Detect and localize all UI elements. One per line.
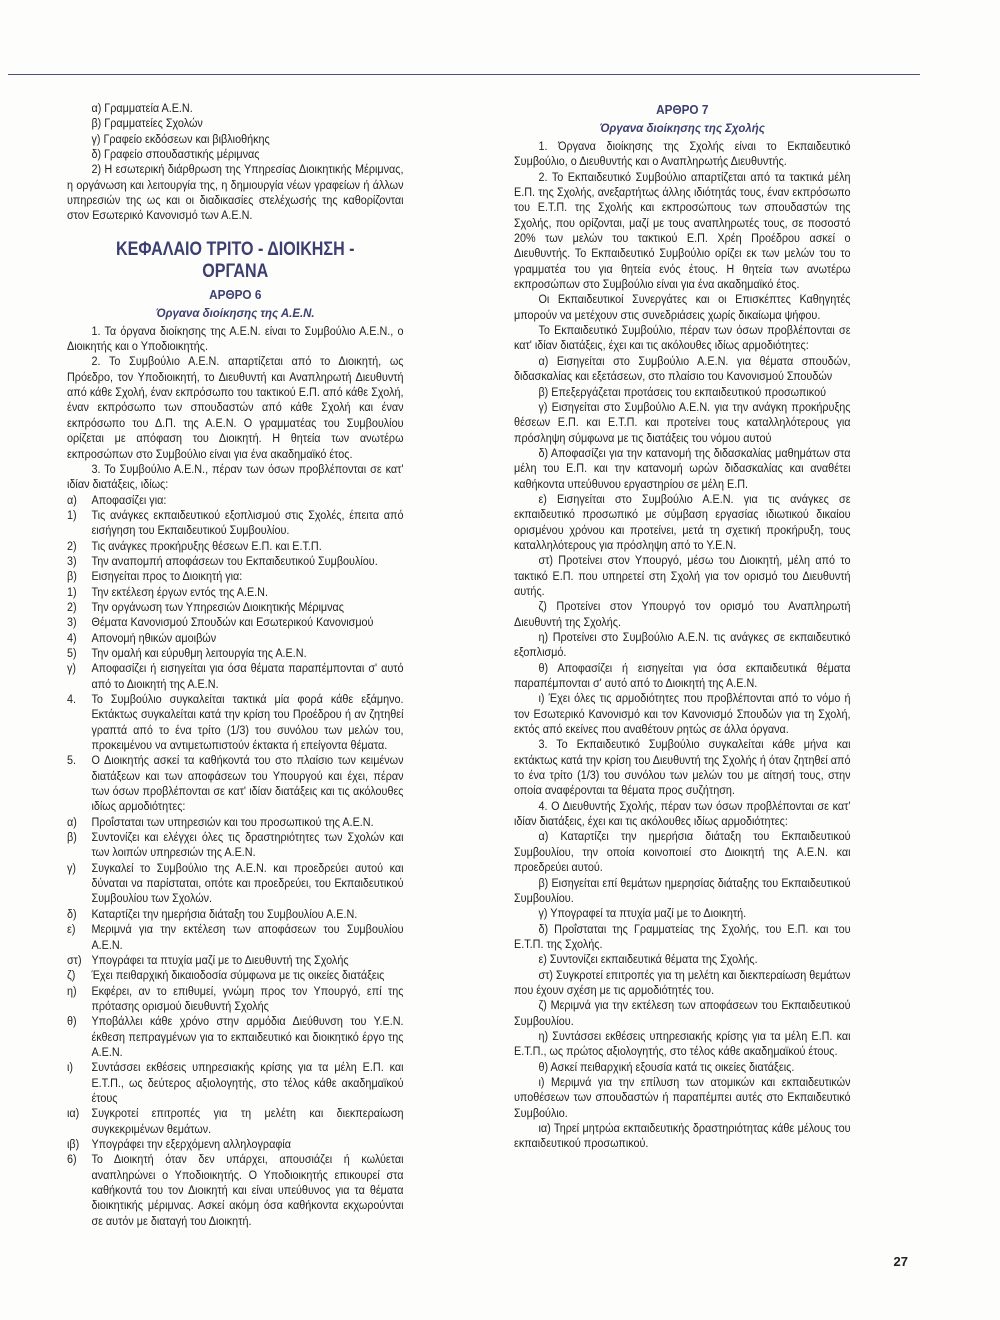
list-item [67, 954, 404, 969]
right-column [514, 102, 851, 1153]
paragraph: Οι Εκπαιδευτικοί Συνεργάτες και οι Επισκέπτες Καθηγητές μπορούν να μετέχουν στις συνεδριάσεις χωρίς δικαίωμα ψήφου. [514, 294, 851, 322]
list-item [67, 908, 404, 923]
paragraph: 1. Τα όργανα διοίκησης της Α.Ε.Ν. είναι το Συμβούλιο Α.Ε.Ν., ο Διοικητής και ο Υποδιοικητής. [67, 325, 404, 354]
paragraph: 1. Όργανα διοίκησης της Σχολής είναι το Εκπαιδευτικό Συμβούλιο, ο Διευθυντής και ο Αναπληρωτής Διευθυντής. [514, 141, 851, 169]
list-item-label: θ) [67, 1016, 77, 1029]
list-item-text: Αποφασίζει για: [91, 494, 167, 507]
list-item [67, 601, 404, 616]
list-item-label: 5. [67, 755, 77, 768]
paragraph: ι) Έχει όλες τις αρμοδιότητες που προβλέπονται από το νόμο ή τον Εσωτερικό Κανονισμό και τον Κανονισμό Σπουδών για τη Σχολή, εκτός από εκείνες που αναθέτουν ρητώς σε άλλα όργανα. [514, 693, 851, 737]
list-item [67, 816, 404, 831]
paragraph: δ) Προΐσταται της Γραμματείας της Σχολής, του Ε.Π. και του Ε.Τ.Π. της Σχολής. [514, 923, 851, 951]
list-item-label: α) [67, 494, 77, 507]
list-item-text: Εκφέρει, αν το επιθυμεί, γνώμη προς τον Υπουργό, επί της πρότασης ορισμού διευθυντή Σχολής [91, 985, 404, 1013]
list-item-label: 6) [67, 1154, 77, 1167]
list-item [67, 1107, 404, 1138]
paragraph: θ) Ασκεί πειθαρχική εξουσία κατά τις οικείες διατάξεις. [538, 1061, 795, 1074]
list-item [67, 1061, 404, 1107]
list-item-text: Το Διοικητή όταν δεν υπάρχει, απουσιάζει ή κωλύεται αναπληρώνει ο Υποδιοικητής. Ο Υποδιοικητής επικουρεί στα καθήκοντά του τον Διοικητή και είναι υπεύθυνος για τα θέματα διοικητικής μέριμνας. Ασκεί ακόμη όσα καθήκοντα εκχωρούνται σε αυτόν με διαταγή του Διοικητή. [91, 1154, 404, 1228]
page-number: 27 [893, 1254, 908, 1269]
list-item [67, 632, 404, 647]
list-item-label: α) [67, 816, 77, 829]
article-6-title: ΑΡΘΡΟ 6 [209, 287, 262, 302]
paragraph: Το Εκπαιδευτικό Συμβούλιο, πέραν των όσων προβλέπονται σε κατ' ιδίαν διατάξεις, έχει και τις ακόλουθες ιδίως αρμοδιότητες: [514, 325, 851, 353]
list-item [67, 923, 404, 954]
list-item [67, 754, 404, 815]
list-item-label: 2) [67, 540, 77, 553]
list-item [67, 1015, 404, 1061]
paragraph: ι) Μεριμνά για την επίλυση των ατομικών και εκπαιδευτικών υποθέσεων των σπουδαστών ή παραπέμπει αυτές στο Εκπαιδευτικό Συμβούλιο. [514, 1076, 851, 1120]
list-item-label: 1) [67, 509, 77, 522]
list-item-text: Καταρτίζει την ημερήσια διάταξη του Συμβουλίου Α.Ε.Ν. [91, 908, 358, 921]
paragraph: β) Εισηγείται επί θεμάτων ημερησίας διάταξης του Εκπαιδευτικού Συμβουλίου. [514, 877, 851, 905]
list-item-label: 3) [67, 555, 77, 568]
list-item-text: Προΐσταται των υπηρεσιών και του προσωπικού της Α.Ε.Ν. [91, 816, 374, 829]
list-item-text: Έχει πειθαρχική δικαιοδοσία σύμφωνα με τις οικείες διατάξεις [91, 970, 385, 983]
chapter-title: ΚΕΦΑΛΑΙΟ ΤΡΙΤΟ - ΔΙΟΙΚΗΣΗ - ΟΡΓΑΝΑ [116, 238, 355, 282]
list-item [67, 862, 404, 908]
list-item-text: Μεριμνά για την εκτέλεση των αποφάσεων του Συμβουλίου Α.Ε.Ν. [91, 924, 404, 952]
article-6-subtitle: Όργανα διοίκησης της Α.Ε.Ν. [155, 305, 315, 320]
paragraph: γ) Εισηγείται στο Συμβούλιο Α.Ε.Ν. για την ανάγκη προκήρυξης θέσεων Ε.Π. και Ε.Τ.Π. και προτείνει τους καταλληλότερους για πρόσληψη σύμφωνα με τις διατάξεις του νόμου αυτού [514, 401, 851, 445]
paragraph: 2. Το Εκπαιδευτικό Συμβούλιο απαρτίζεται από τα τακτικά μέλη Ε.Π. της Σχολής, ανεξαρτήτως άλλης ιδιότητάς τους, έναν εκπρόσωπο του Ε.Τ.Π. της Σχολής και εκπροσώπους των σπουδαστών της Σχολής, που ορίζονται, μαζί με τους αναπληρωτές τους, σε ποσοστό 20% των μελών του τακτικού Ε.Π. Χρέη Προέδρου ασκεί ο Διευθυντής. Το Εκπαιδευτικό Συμβούλιο ορίζει εκ των μελών του το γραμματέα του για θητεία ενός έτους. Η θητεία των ανωτέρω εκπροσώπων στο Συμβούλιο είναι για ένα ακαδημαϊκό έτος. [514, 171, 851, 292]
list-item-label: 3) [67, 617, 77, 630]
paragraph: στ) Συγκροτεί επιτροπές για τη μελέτη και διεκπεραίωση θεμάτων που έχουν σχέση με τις αρμοδιότητές του. [514, 969, 851, 997]
list-item [67, 540, 404, 555]
list-item-text: Εισηγείται προς το Διοικητή για: [91, 571, 243, 584]
list-item [67, 985, 404, 1016]
paragraph: α) Γραμματεία Α.Ε.Ν. [91, 103, 193, 115]
paragraph: ζ) Μεριμνά για την εκτέλεση των αποφάσεων του Εκπαιδευτικού Συμβουλίου. [514, 1000, 851, 1028]
list-item-label: γ) [67, 663, 77, 676]
list-item-label: β) [67, 832, 77, 845]
list-item-label: β) [67, 571, 77, 584]
paragraph: θ) Αποφασίζει ή εισηγείται για όσα εκπαιδευτικά θέματα παραπέμπονται σ' αυτό από το Διοικητή της Α.Ε.Ν. [514, 662, 851, 691]
paragraph: ε) Εισηγείται στο Συμβούλιο Α.Ε.Ν. για τις ανάγκες σε εκπαιδευτικό προσωπικό με σύμβαση εργασίας ιδιωτικού δικαίου ορισμένου χρόνου και προτείνει, μετά τη σχετική προκήρυξη, τους καταλληλότερους για πρόσληψη από το Υ.Ε.Ν. [514, 493, 851, 552]
article-7-body [514, 140, 851, 1153]
list-item [67, 1153, 404, 1230]
list-item-text: Την αναπομπή αποφάσεων του Εκπαιδευτικού Συμβουλίου. [91, 555, 378, 568]
list-item-label: γ) [67, 862, 77, 875]
list-item-text: Συντονίζει και ελέγχει όλες τις δραστηριότητες των Σχολών και των λοιπών υπηρεσιών της Α.Ε.Ν. [91, 832, 404, 860]
list-item [67, 570, 404, 585]
paragraph: 3. Το Εκπαιδευτικό Συμβούλιο συγκαλείται κάθε μήνα και εκτάκτως κατά την κρίση του Διευθυντή της Σχολής ή όταν ζητηθεί από το ένα τρίτο (1/3) του συνόλου των μελών του με αίτησή τους, στην οποία αναφέρονται τα θέματα προς συζήτηση. [514, 739, 851, 798]
list-item-text: Συγκαλεί το Συμβούλιο της Α.Ε.Ν. και προεδρεύει αυτού και δύναται να παρίσταται, οπότε και προεδρεύει, του Εκπαιδευτικού Συμβουλίου των Σχολών. [91, 862, 404, 906]
list-item-text: Ο Διοικητής ασκεί τα καθήκοντά του στο πλαίσιο των κειμένων διατάξεων και των αποφάσεων του Υπουργού και έχει, πέραν των όσων προβλέπονται σε κατ' ιδίαν διατάξεις και τις ακόλουθες ιδίως αρμοδιότητες: [91, 755, 404, 814]
list-item [67, 693, 404, 754]
list-item-label: ε) [67, 924, 76, 937]
article-7-title: ΑΡΘΡΟ 7 [656, 103, 709, 117]
left-column [67, 102, 404, 1230]
list-item-label: στ) [67, 954, 82, 967]
paragraph: 4. Ο Διευθυντής Σχολής, πέραν των όσων προβλέπονται σε κατ' ιδίαν διατάξεις, έχει και τις ακόλουθες ιδίως αρμοδιότητες: [514, 800, 851, 829]
list-item-text: Συντάσσει εκθέσεις υπηρεσιακής κρίσης για τα μέλη Ε.Π. και Ε.Τ.Π., ως δεύτερος αξιολογητής, στο τέλος κάθε ακαδημαϊκού έτους [91, 1062, 404, 1105]
list-item [67, 831, 404, 862]
list-item-text: Το Συμβούλιο συγκαλείται τακτικά μία φορά κάθε εξάμηνο. Εκτάκτως συγκαλείται κατά την κρίση του Προέδρου ή αν ζητηθεί γραπτά από το ένα τρίτο (1/3) του συνόλου των μελών του, προκειμένου να αντιμετωπιστούν έκτακτα ή επείγοντα θέματα. [91, 694, 404, 753]
paragraph: β) Επεξεργάζεται προτάσεις του εκπαιδευτικού προσωπικού [538, 386, 826, 399]
list-item-label: ζ) [67, 970, 76, 983]
list-item-text: Θέματα Κανονισμού Σπουδών και Εσωτερικού Κανονισμού [91, 617, 374, 630]
list-item [67, 555, 404, 570]
paragraph: α) Καταρτίζει την ημερήσια διάταξη του Εκπαιδευτικού Συμβουλίου, την οποία κοινοποιεί στο Διοικητή της Α.Ε.Ν. και προεδρεύει αυτού. [514, 831, 851, 875]
paragraph: η) Προτείνει στο Συμβούλιο Α.Ε.Ν. τις ανάγκες σε εκπαιδευτικό εξοπλισμό. [514, 632, 851, 660]
paragraph: ε) Συντονίζει εκπαιδευτικά θέματα της Σχολής. [538, 954, 758, 967]
list-item-text: Τις ανάγκες προκήρυξης θέσεων Ε.Π. και Ε.Τ.Π. [91, 540, 322, 553]
paragraph: 2. Το Συμβούλιο Α.Ε.Ν. απαρτίζεται από το Διοικητή, ως Πρόεδρο, τον Υποδιοικητή, το Διευθυντή και Αναπληρωτή Διευθυντή από κάθε Σχολή, έναν εκπρόσωπο του τακτικού Ε.Π. από κάθε Σχολή, έναν εκπρόσωπο των σπουδαστών από κάθε Σχολή και έναν εκπρόσωπο του Δ.Π. της Α.Ε.Ν. Ο γραμματέας του Συμβουλίου ορίζεται με απόφαση του Διοικητή. Η θητεία των ανωτέρω εκπροσώπων στο Συμβούλιο είναι για ένα ακαδημαϊκό έτος. [67, 356, 404, 461]
list-item-label: 4. [67, 694, 77, 706]
paragraph: η) Συντάσσει εκθέσεις υπηρεσιακής κρίσης για τα μέλη Ε.Π. και Ε.Τ.Π., ως πρώτος αξιολογητής, στο τέλος κάθε ακαδημαϊκού έτους. [514, 1030, 851, 1059]
intro-list [67, 102, 404, 225]
paragraph: γ) Υπογραφεί τα πτυχία μαζί με το Διοικητή. [538, 908, 747, 921]
paragraph: δ) Γραφείο σπουδαστικής μέριμνας [91, 149, 260, 162]
list-item-label: ιβ) [67, 1138, 80, 1151]
header-rule [8, 74, 920, 75]
list-item-text: Υπογράφει τα πτυχία μαζί με το Διευθυντή της Σχολής [91, 954, 349, 967]
list-item-label: ι) [67, 1062, 74, 1075]
paragraph: 2) Η εσωτερική διάρθρωση της Υπηρεσίας Διοικητικής Μέριμνας, η οργάνωση και λειτουργία της, η δημιουργία νέων γραφείων ή άλλων υπηρεσιών της ως και οι διαδικασίες στελέχωσής της καθορίζονται στον Εσωτερικό Κανονισμό των Α.Ε.Ν. [67, 164, 404, 223]
paragraph: δ) Αποφασίζει για την κατανομή της διδασκαλίας μαθημάτων στα μέλη του Ε.Π. και την κατανομή ωρών διδασκαλίας και αναθέτει καθήκοντα υπεύθυνου εργαστηρίου σε μέλη Ε.Π. [514, 447, 851, 491]
list-item [67, 616, 404, 631]
list-item [67, 647, 404, 662]
article-6-body [67, 325, 404, 1230]
list-item-text: Απονομή ηθικών αμοιβών [91, 632, 217, 645]
list-item-text: Συγκροτεί επιτροπές για τη μελέτη και διεκπεραίωση συγκεκριμένων θεμάτων. [91, 1108, 404, 1136]
list-item [67, 662, 404, 693]
list-item-text: Τις ανάγκες εκπαιδευτικού εξοπλισμού στις Σχολές, έπειτα από εισήγηση του Εκπαιδευτικού Συμβουλίου. [91, 509, 404, 538]
list-item-label: δ) [67, 908, 77, 921]
list-item-text: Την οργάνωση των Υπηρεσιών Διοικητικής Μέριμνας [91, 601, 344, 614]
paragraph: ια) Τηρεί μητρώα εκπαιδευτικής δραστηριότητας κάθε μέλους του εκπαιδευτικού προσωπικού. [514, 1123, 851, 1151]
list-item-text: Υπογράφει την εξερχόμενη αλληλογραφία [91, 1138, 291, 1151]
list-item [67, 969, 404, 984]
list-item [67, 494, 404, 509]
paragraph: γ) Γραφείο εκδόσεων και βιβλιοθήκης [91, 133, 270, 146]
list-item [67, 586, 404, 601]
list-item-label: 4) [67, 632, 77, 645]
list-item-label: 5) [67, 647, 77, 660]
list-item-label: η) [67, 985, 77, 998]
paragraph: 3. Το Συμβούλιο Α.Ε.Ν., πέραν των όσων προβλέπονται σε κατ' ιδίαν διατάξεις, ιδίως: [67, 463, 404, 492]
list-item-label: 1) [67, 586, 77, 599]
list-item-label: ια) [67, 1108, 80, 1121]
list-item-label: 2) [67, 601, 77, 614]
article-7-subtitle: Όργανα διοίκησης της Σχολής [599, 121, 765, 135]
list-item [67, 509, 404, 540]
list-item-text: Υποβάλλει κάθε χρόνο στην αρμόδια Διεύθυνση του Υ.Ε.Ν. έκθεση πεπραγμένων για το εκπαιδευτικό και διοικητικό έργο της Α.Ε.Ν. [91, 1016, 404, 1059]
list-item [67, 1138, 404, 1153]
list-item-text: Αποφασίζει ή εισηγείται για όσα θέματα παραπέμπονται σ' αυτό από το Διοικητή της Α.Ε.Ν. [91, 663, 404, 691]
list-item-text: Την ομαλή και εύρυθμη λειτουργία της Α.Ε.Ν. [91, 647, 307, 660]
paragraph: α) Εισηγείται στο Συμβούλιο Α.Ε.Ν. για θέματα σπουδών, διδασκαλίας και εξετάσεων, στο πλαίσιο του Κανονισμού Σπουδών [514, 355, 851, 384]
list-item-text: Την εκτέλεση έργων εντός της Α.Ε.Ν. [91, 586, 268, 599]
paragraph: στ) Προτείνει στον Υπουργό, μέσω του Διοικητή, μέλη από το τακτικό Ε.Π. που υπηρετεί στη Σχολή για τον ορισμό του Διευθυντή αυτής. [514, 555, 851, 598]
paragraph: β) Γραμματείες Σχολών [91, 118, 203, 131]
paragraph: ζ) Προτείνει στον Υπουργό τον ορισμό του Αναπληρωτή Διευθυντή της Σχολής. [514, 601, 851, 629]
